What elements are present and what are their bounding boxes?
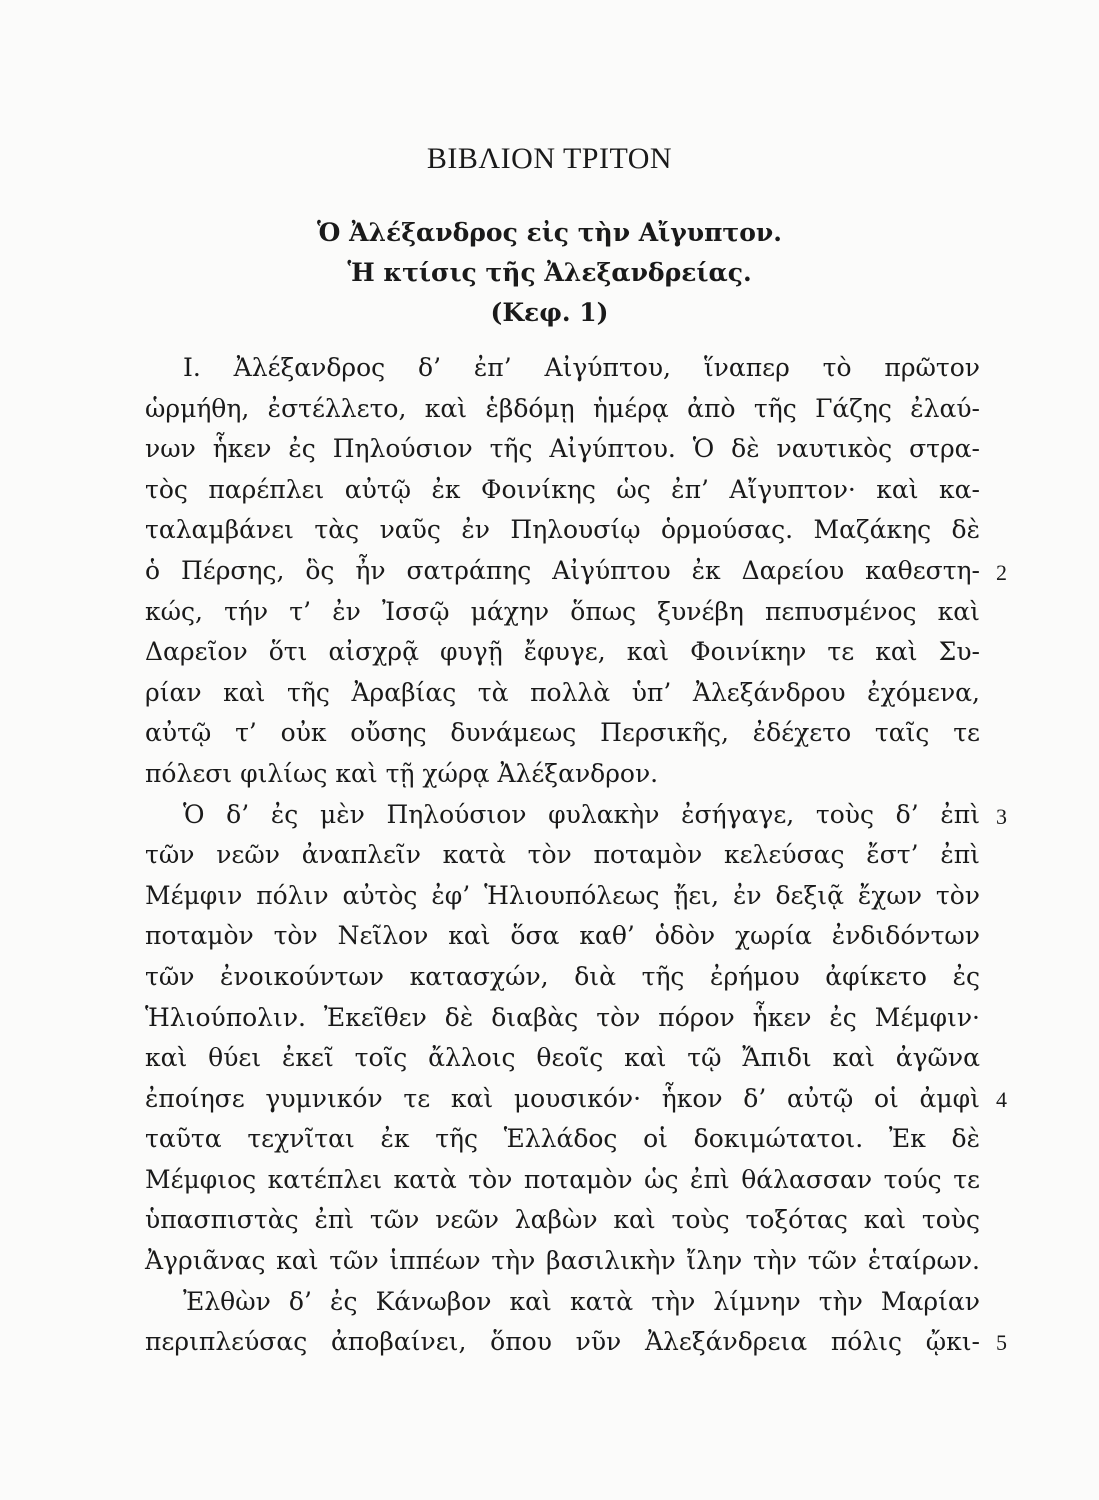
text-line: τῶν νεῶν ἀναπλεῖν κατὰ τὸν ποταμὸν κελεύσας ἔστ’ ἐπὶ bbox=[145, 840, 980, 870]
book-title: ΒΙΒΛΙΟΝ ΤΡΙΤΟΝ bbox=[426, 142, 673, 175]
text-line: τῶν ἐνοικούντων κατασχών, διὰ τῆς ἐρήμου ἀφίκετο ἐς bbox=[145, 961, 980, 991]
text-line: κώς, τήν τ’ ἐν Ἰσσῷ μάχην ὅπως ξυνέβη πεπυσμένος καὶ bbox=[145, 596, 980, 626]
margin-section-number: 3 bbox=[996, 804, 1007, 829]
text-line: ἐποίησε γυμνικόν τε καὶ μουσικόν· ἧκον δ’ αὐτῷ οἱ ἀμφὶ bbox=[145, 1083, 980, 1113]
body-text bbox=[145, 348, 980, 1363]
text-line: ποταμὸν τὸν Νεῖλον καὶ ὅσα καθ’ ὁδὸν χωρία ἐνδιδόντων bbox=[145, 921, 980, 951]
chapter-reference: (Κεφ. 1) bbox=[490, 298, 609, 327]
text-line: Ἐλθὼν δ’ ἐς Κάνωβον καὶ κατὰ τὴν λίμνην τὴν Μαρίαν bbox=[183, 1286, 980, 1316]
text-line: ταῦτα τεχνῖται ἐκ τῆς Ἑλλάδος οἱ δοκιμώτατοι. Ἐκ δὲ bbox=[145, 1124, 980, 1154]
margin-section-number: 5 bbox=[996, 1330, 1007, 1355]
text-line: Ι. Ἀλέξανδρος δ’ ἐπ’ Αἰγύπτου, ἵναπερ τὸ πρῶτον bbox=[183, 353, 980, 382]
margin-section-number: 4 bbox=[996, 1087, 1007, 1112]
text-line: Μέμφιν πόλιν αὐτὸς ἐφ’ Ἡλιουπόλεως ᾔει, ἐν δεξιᾷ ἔχων τὸν bbox=[145, 880, 980, 910]
text-line: ταλαμβάνει τὰς ναῦς ἐν Πηλουσίῳ ὁρμούσας. Μαζάκης δὲ bbox=[145, 515, 980, 545]
chapter-heading: Ὁ Ἀλέξανδρος εἰς τὴν Αἴγυπτον. bbox=[317, 218, 782, 247]
text-line: ὁ Πέρσης, ὃς ἦν σατράπης Αἰγύπτου ἐκ Δαρείου καθεστη- bbox=[145, 555, 980, 585]
text-line: νων ἧκεν ἐς Πηλούσιον τῆς Αἰγύπτου. Ὁ δὲ ναυτικὸς στρα- bbox=[145, 434, 980, 464]
text-line: Μέμφιος κατέπλει κατὰ τὸν ποταμὸν ὡς ἐπὶ θάλασσαν τούς τε bbox=[145, 1164, 980, 1194]
text-line: αὐτῷ τ’ οὐκ οὔσης δυνάμεως Περσικῆς, ἐδέχετο ταῖς τε bbox=[145, 718, 980, 748]
text-line: Ἀγριᾶνας καὶ τῶν ἱππέων τὴν βασιλικὴν ἴλην τὴν τῶν ἑταίρων. bbox=[145, 1246, 980, 1276]
text-line: Δαρεῖον ὅτι αἰσχρᾷ φυγῇ ἔφυγε, καὶ Φοινίκην τε καὶ Συ- bbox=[145, 637, 980, 667]
text-line: Ὁ δ’ ἐς μὲν Πηλούσιον φυλακὴν ἐσήγαγε, τοὺς δ’ ἐπὶ bbox=[183, 799, 980, 829]
text-line: ρίαν καὶ τῆς Ἀραβίας τὰ πολλὰ ὑπ’ Ἀλεξάνδρου ἐχόμενα, bbox=[145, 677, 980, 707]
margin-section-number: 2 bbox=[996, 560, 1007, 585]
text-line: ὡρμήθη, ἐστέλλετο, καὶ ἑβδόμῃ ἡμέρᾳ ἀπὸ τῆς Γάζης ἐλαύ- bbox=[145, 393, 980, 423]
text-line: Ἡλιούπολιν. Ἐκεῖθεν δὲ διαβὰς τὸν πόρον ἧκεν ἐς Μέμφιν· bbox=[145, 1002, 980, 1032]
text-line: πόλεσι φιλίως καὶ τῇ χώρᾳ Ἀλέξανδρον. bbox=[145, 758, 659, 788]
text-line: περιπλεύσας ἀποβαίνει, ὅπου νῦν Ἀλεξάνδρεια πόλις ᾤκι- bbox=[145, 1327, 980, 1357]
text-line: ὑπασπιστὰς ἐπὶ τῶν νεῶν λαβὼν καὶ τοὺς τοξότας καὶ τοὺς bbox=[145, 1205, 980, 1235]
text-line: τὸς παρέπλει αὐτῷ ἐκ Φοινίκης ὡς ἐπ’ Αἴγυπτον· καὶ κα- bbox=[145, 474, 980, 504]
text-line: καὶ θύει ἐκεῖ τοῖς ἄλλοις θεοῖς καὶ τῷ Ἄπιδι καὶ ἀγῶνα bbox=[145, 1043, 980, 1073]
chapter-subheading: Ἡ κτίσις τῆς Ἀλεξανδρείας. bbox=[347, 258, 752, 287]
